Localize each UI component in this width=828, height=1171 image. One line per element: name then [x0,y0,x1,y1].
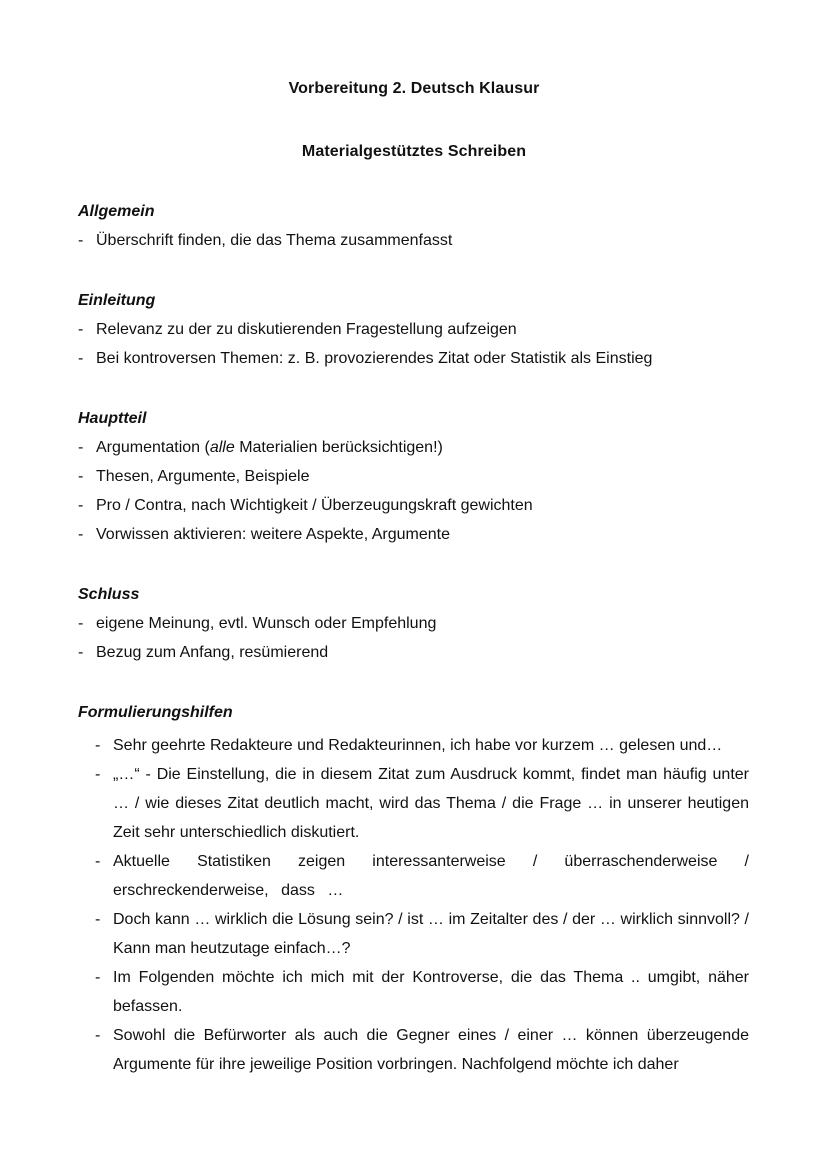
list-item-text: Sowohl die Befürworter als auch die Gegner eines / einer … können überzeugende Argumente für ihre jeweilige Position vorbringen. Nachfolgend möchte ich daher [113,1027,749,1073]
list-item-text: Bei kontroversen Themen: z. B. provozierendes Zitat oder Statistik als Einstieg [96,350,653,367]
list-item [78,613,758,642]
section-heading: Hauptteil [78,410,147,427]
emphasis-text: alle [209,439,235,456]
bullet-dash: - [78,644,84,661]
section-heading: Einleitung [78,292,156,309]
text-before: Argumentation ( [96,439,210,456]
document-title: Vorbereitung 2. Deutsch Klausur [288,80,540,97]
list-item [95,905,749,963]
section-formulierungshilfen [78,702,758,1079]
list-item-text: Sehr geehrte Redakteure und Redakteurinnen, ich habe vor kurzem … gelesen und… [113,737,723,754]
list-item [95,731,749,760]
list-item [78,437,758,466]
section-schluss [78,584,758,671]
bullet-dash: - [78,350,84,367]
section-einleitung [78,290,758,377]
list-item [95,847,749,905]
section-allgemein [78,201,758,259]
list-item-text: Vorwissen aktivieren: weitere Aspekte, Argumente [96,526,450,543]
section-heading: Schluss [78,586,140,603]
list-item-text [96,439,443,456]
list-item-text: Überschrift finden, die das Thema zusammenfasst [96,232,453,249]
list-item-text: Thesen, Argumente, Beispiele [96,468,310,485]
section-hauptteil [78,408,758,553]
bullet-dash: - [95,911,101,928]
list-item [78,524,758,553]
list-item [78,466,758,495]
bullet-dash: - [78,615,84,632]
document-subtitle: Materialgestütztes Schreiben [301,143,527,160]
list-item-text: Pro / Contra, nach Wichtigkeit / Überzeugungskraft gewichten [96,497,533,514]
list-item [95,760,749,847]
list-item-text: Doch kann … wirklich die Lösung sein? / ist … im Zeitalter des / der … wirklich sinnvoll? / Kann man heutzutage einfach…? [113,911,749,957]
section-heading: Formulierungshilfen [78,704,233,721]
bullet-dash: - [78,526,84,543]
list-item [95,963,749,1021]
bullet-dash: - [78,468,84,485]
text-after: Materialien berücksichtigen!) [234,439,443,456]
list-item [95,1021,749,1079]
list-item-text: Aktuelle Statistiken zeigen interessanterweise / überraschenderweise / erschreckenderweise, dass … [113,853,749,899]
list-item [78,230,758,259]
list-item-text: eigene Meinung, evtl. Wunsch oder Empfehlung [96,615,437,632]
phrase-list [95,731,749,1079]
list-item [78,348,758,377]
list-item-text: Bezug zum Anfang, resümierend [96,644,329,661]
bullet-dash: - [78,497,84,514]
list-item [78,495,758,524]
bullet-dash: - [78,439,84,456]
bullet-dash: - [95,969,101,986]
list-item-text: Im Folgenden möchte ich mich mit der Kontroverse, die das Thema .. umgibt, näher befassen. [113,969,749,1015]
bullet-dash: - [78,321,84,338]
bullet-dash: - [78,232,84,249]
bullet-dash: - [95,766,101,783]
section-heading: Allgemein [78,203,155,220]
list-item-text: „…“ - Die Einstellung, die in diesem Zitat zum Ausdruck kommt, findet man häufig unter … / wie dieses Zitat deutlich macht, wird das Thema / die Frage … in unserer heutigen Zeit sehr unterschiedlich diskutiert. [113,766,749,841]
bullet-dash: - [95,737,101,754]
bullet-dash: - [95,853,101,870]
list-item [78,642,758,671]
list-item [78,319,758,348]
list-item-text: Relevanz zu der zu diskutierenden Fragestellung aufzeigen [96,321,517,338]
bullet-dash: - [95,1027,101,1044]
